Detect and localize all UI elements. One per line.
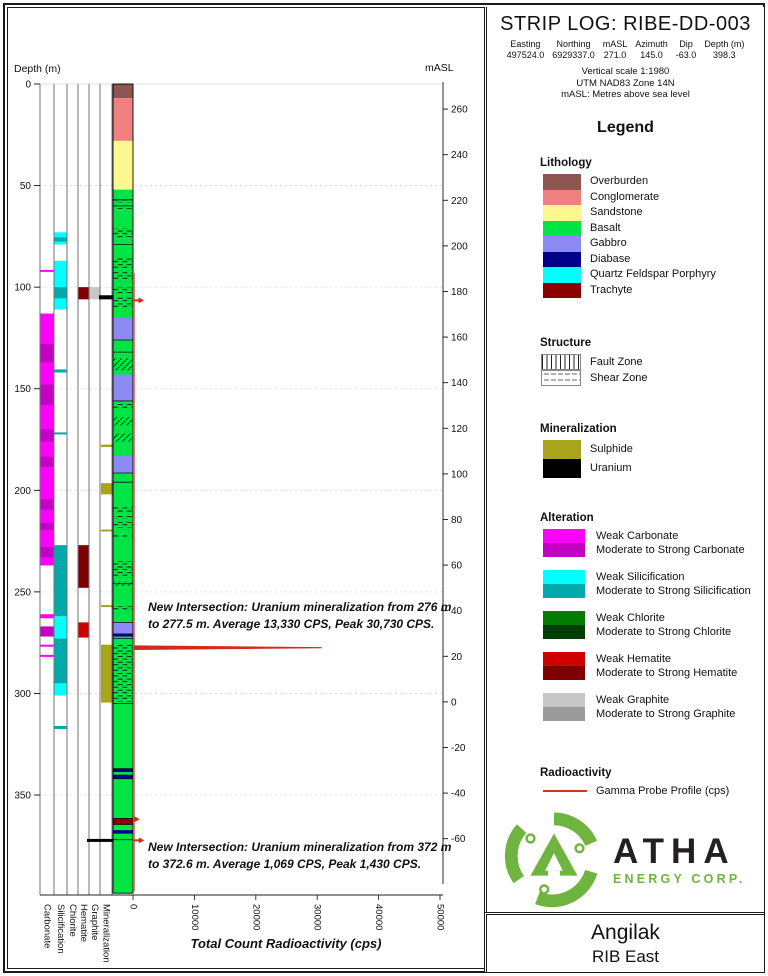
alteration-carbonate: Weak Carbonate Moderate to Strong Carbonate bbox=[543, 529, 756, 557]
svg-text:Total Count Radioactivity (cps: Total Count Radioactivity (cps) bbox=[190, 936, 382, 951]
legend-mineralization-section bbox=[540, 423, 756, 478]
structure-heading: Structure bbox=[540, 337, 592, 349]
logo-name: ATHA bbox=[613, 831, 736, 871]
qfp-swatch bbox=[543, 267, 581, 283]
carbonate-strong-swatch bbox=[543, 543, 585, 557]
svg-text:Graphite: Graphite bbox=[89, 904, 100, 941]
legend-item-gabbro: Gabbro bbox=[540, 236, 756, 252]
svg-text:150: 150 bbox=[14, 384, 31, 396]
svg-text:250: 250 bbox=[14, 587, 31, 599]
svg-text:20000: 20000 bbox=[250, 904, 262, 931]
legend-item-fault-zone: Fault Zone bbox=[541, 354, 756, 370]
legend-item-gamma-profile: Gamma Probe Profile (cps) bbox=[543, 784, 756, 798]
graphite-strong-swatch bbox=[543, 707, 585, 721]
chlorite-strong-swatch bbox=[543, 625, 585, 639]
atha-logo-text bbox=[613, 831, 746, 886]
scale-notes: Vertical scale 1:1980 UTM NAD83 Zone 14N mASL: Metres above sea level bbox=[561, 66, 690, 100]
legend-alteration-section bbox=[540, 512, 756, 734]
legend-title: Legend bbox=[597, 119, 654, 136]
info-panel bbox=[484, 7, 764, 912]
svg-text:New Intersection: Uranium mine: New Intersection: Uranium mineralization from 276 m bbox=[148, 600, 452, 615]
legend-item-sulphide: Sulphide bbox=[540, 440, 756, 459]
svg-text:-40: -40 bbox=[451, 788, 466, 800]
uranium-bar bbox=[87, 839, 114, 842]
svg-text:0: 0 bbox=[451, 697, 457, 709]
svg-text:300: 300 bbox=[14, 688, 31, 700]
svg-text:200: 200 bbox=[451, 241, 468, 253]
svg-text:Carbonate: Carbonate bbox=[41, 904, 53, 949]
svg-text:to 277.5 m. Average 13,330 CPS: to 277.5 m. Average 13,330 CPS, Peak 30,730 CPS. bbox=[148, 617, 435, 632]
svg-text:100: 100 bbox=[14, 282, 31, 294]
legend-item-shear-zone: Shear Zone bbox=[541, 370, 756, 386]
annotations bbox=[148, 600, 452, 871]
svg-text:10000: 10000 bbox=[188, 904, 200, 931]
svg-text:50000: 50000 bbox=[434, 904, 446, 931]
fault-zone-swatch bbox=[541, 354, 581, 370]
legend-item-diabase: Diabase bbox=[540, 252, 756, 268]
alteration-columns bbox=[41, 232, 114, 729]
strip-log-title: STRIP LOG: RIBE-DD-003 bbox=[500, 13, 751, 35]
project-name: Angilak bbox=[591, 920, 660, 944]
svg-text:-60: -60 bbox=[451, 834, 466, 846]
gridlines bbox=[40, 84, 443, 795]
legend-item-conglomerate: Conglomerate bbox=[540, 190, 756, 206]
alteration-hematite: Weak Hematite Moderate to Strong Hematite bbox=[543, 652, 756, 680]
legend-structure-section bbox=[540, 337, 756, 386]
meta-azimuth: Azimuth 145.0 bbox=[635, 39, 668, 60]
svg-text:Hematite: Hematite bbox=[78, 904, 89, 943]
uranium-swatch bbox=[543, 459, 581, 478]
company-logo bbox=[505, 807, 760, 912]
gamma-line-swatch bbox=[543, 790, 587, 792]
svg-text:40000: 40000 bbox=[373, 904, 385, 931]
legend-item-qfp: Quartz Feldspar Porphyry bbox=[540, 267, 756, 283]
svg-text:30000: 30000 bbox=[311, 904, 323, 931]
carbonate-weak-swatch bbox=[543, 529, 585, 543]
silicification-weak-swatch bbox=[543, 570, 585, 584]
chlorite-weak-swatch bbox=[543, 611, 585, 625]
atha-logo-icon bbox=[505, 811, 603, 909]
shear-zone-swatch bbox=[541, 370, 581, 386]
svg-text:180: 180 bbox=[451, 286, 468, 298]
svg-text:40: 40 bbox=[451, 606, 463, 618]
project-footer bbox=[484, 912, 764, 972]
svg-text:350: 350 bbox=[14, 790, 31, 802]
legend-item-sandstone: Sandstone bbox=[540, 205, 756, 221]
svg-text:20: 20 bbox=[451, 651, 463, 663]
svg-text:200: 200 bbox=[14, 485, 31, 497]
svg-text:New Intersection: Uranium mine: New Intersection: Uranium mineralization from 372 m bbox=[148, 839, 452, 854]
mineralization-heading: Mineralization bbox=[540, 423, 617, 435]
svg-text:to 372.6 m. Average 1,069 CPS,: to 372.6 m. Average 1,069 CPS, Peak 1,430 CPS. bbox=[148, 856, 422, 871]
legend-item-basalt: Basalt bbox=[540, 221, 756, 237]
conglomerate-swatch bbox=[543, 190, 581, 206]
uranium-bar bbox=[99, 295, 114, 299]
sandstone-swatch bbox=[543, 205, 581, 221]
svg-text:260: 260 bbox=[451, 104, 468, 116]
svg-text:80: 80 bbox=[451, 514, 463, 526]
meta-depth: Depth (m) 398.3 bbox=[704, 39, 745, 60]
svg-text:100: 100 bbox=[451, 469, 468, 481]
svg-text:-20: -20 bbox=[451, 742, 466, 754]
meta-dip: Dip -63.0 bbox=[675, 39, 697, 60]
panel-header bbox=[487, 13, 764, 101]
alteration-heading: Alteration bbox=[540, 512, 594, 524]
silicification-strong-swatch bbox=[543, 584, 585, 598]
alteration-graphite: Weak Graphite Moderate to Strong Graphite bbox=[543, 693, 756, 721]
legend-lithology-section bbox=[540, 157, 756, 298]
svg-text:mASL: mASL bbox=[425, 62, 454, 74]
svg-text:120: 120 bbox=[451, 423, 468, 435]
lithology-heading: Lithology bbox=[540, 157, 592, 169]
gabbro-swatch bbox=[543, 236, 581, 252]
legend-radioactivity-section bbox=[540, 767, 756, 798]
basalt-swatch bbox=[543, 221, 581, 237]
svg-text:0: 0 bbox=[25, 79, 31, 91]
svg-text:Chlorite: Chlorite bbox=[67, 904, 78, 937]
svg-text:140: 140 bbox=[451, 378, 468, 390]
alteration-chlorite: Weak Chlorite Moderate to Strong Chlorite bbox=[543, 611, 756, 639]
svg-text:50: 50 bbox=[19, 181, 31, 193]
collar-metadata bbox=[487, 39, 764, 60]
svg-text:Mineralization: Mineralization bbox=[100, 904, 112, 963]
svg-text:60: 60 bbox=[451, 560, 463, 572]
alteration-silicification: Weak Silicification Moderate to Strong Silicification bbox=[543, 570, 756, 598]
hematite-strong-swatch bbox=[543, 666, 585, 680]
sulphide-swatch bbox=[543, 440, 581, 459]
project-area: RIB East bbox=[591, 946, 660, 966]
svg-text:Silicification: Silicification bbox=[55, 904, 66, 954]
svg-text:240: 240 bbox=[451, 150, 468, 162]
diabase-swatch bbox=[543, 252, 581, 268]
logo-subtitle: ENERGY CORP. bbox=[613, 871, 746, 886]
meta-easting: Easting 497524.0 bbox=[506, 39, 545, 60]
gamma-trace bbox=[134, 273, 322, 892]
svg-text:220: 220 bbox=[451, 195, 468, 207]
meta-masl: mASL 271.0 bbox=[602, 39, 628, 60]
bottom-axis bbox=[40, 895, 446, 963]
legend-item-trachyte: Trachyte bbox=[540, 283, 756, 299]
graphite-weak-swatch bbox=[543, 693, 585, 707]
overburden-swatch bbox=[543, 174, 581, 190]
legend-item-uranium: Uranium bbox=[540, 459, 756, 478]
svg-text:160: 160 bbox=[451, 332, 468, 344]
hematite-weak-swatch bbox=[543, 652, 585, 666]
svg-text:0: 0 bbox=[127, 904, 139, 910]
meta-northing: Northing 6929337.0 bbox=[552, 39, 595, 60]
trachyte-swatch bbox=[543, 283, 581, 299]
radioactivity-heading: Radioactivity bbox=[540, 767, 612, 779]
svg-text:Depth (m): Depth (m) bbox=[14, 63, 61, 75]
legend-item-overburden: Overburden bbox=[540, 174, 756, 190]
